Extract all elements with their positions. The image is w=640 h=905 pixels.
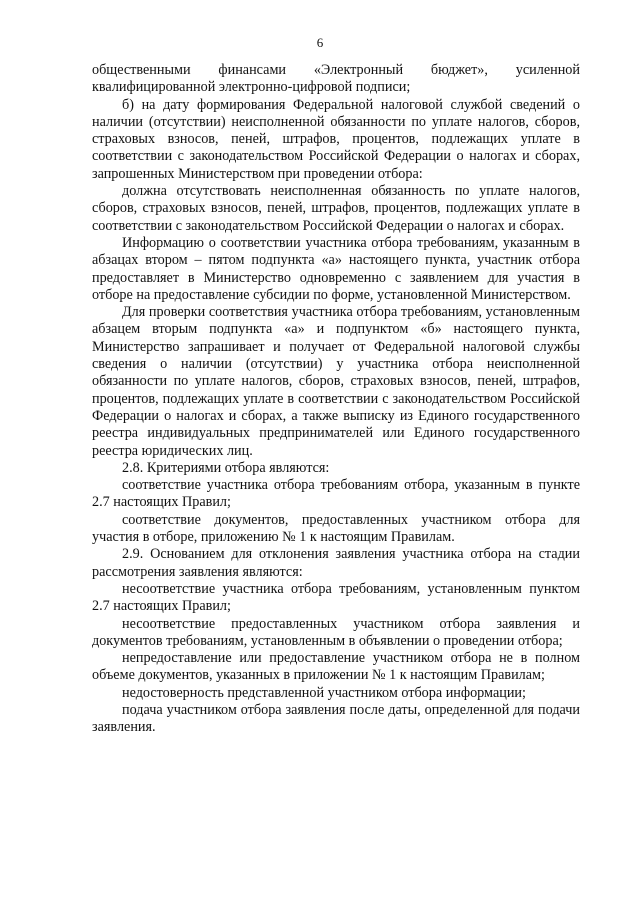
page-number: 6 [316,35,324,50]
paragraph-subitem-b: б) на дату формирования Федеральной налоговой службой сведений о наличии (отсутствии) неисполненной обязанности по уплате налогов, сборов, страховых взносов, пеней, штрафов, процентов, подлежащих уплате в соответствии с законодательством Российской Федерации о налогах и сборах, запрошенных Министерством при проведении отбора: [92,96,580,182]
paragraph-section-2-8: 2.8. Критериями отбора являются: [122,459,330,476]
paragraph-rejection-4: недостоверность представленной участником отбора информации; [122,684,526,701]
paragraph-rejection-5: подача участником отбора заявления после даты, определенной для подачи заявления. [92,701,580,736]
paragraph-criterion-2: соответствие документов, предоставленных участником отбора для участия в отборе, приложению № 1 к настоящим Правилам. [92,511,580,546]
paragraph-section-2-9: 2.9. Основанием для отклонения заявления участника отбора на стадии рассмотрения заявления являются: [92,546,580,580]
paragraph-rejection-3: непредоставление или предоставление участником отбора не в полном объеме документов, указанных в приложении № 1 к настоящим Правилам; [92,650,580,684]
document-body [92,62,580,737]
paragraph-verification: Для проверки соответствия участника отбора требованиям, установленным абзацем вторым подпункта «а» и подпунктом «б» настоящего пункта, Министерство запрашивает и получает от Федеральной налоговой службы сведения о наличии (отсутствии) у участника отбора неисполненной обязанности по уплате налогов, сборов, страховых взносов, пеней, штрафов, процентов, подлежащих уплате в соответствии с законодательством Российской Федерации о налогах и сборах, а также выписку из Единого государственного реестра индивидуальных предпринимателей или Единого государственного реестра юридических лиц. [92,304,580,459]
paragraph-criterion-1: соответствие участника отбора требованиям отбора, указанным в пункте 2.7 настоящих Правил; [92,477,580,511]
paragraph-rejection-2: несоответствие предоставленных участником отбора заявления и документов требованиям, установленным в объявлении о проведении отбора; [92,615,580,649]
paragraph-rejection-1: несоответствие участника отбора требованиям, установленным пунктом 2.7 настоящих Правил; [92,580,580,615]
paragraph-continuation: общественными финансами «Электронный бюджет», усиленной квалифицированной электронно-цифровой подписи; [92,62,580,96]
paragraph-compliance-info: Информацию о соответствии участника отбора требованиям, указанным в абзацах втором – пятом подпункта «а» настоящего пункта, участник отбора предоставляет в Министерство одновременно с заявлением для участия в отборе на предоставление субсидии по форме, установленной Министерством. [92,234,580,303]
paragraph-no-tax-debt: должна отсутствовать неисполненная обязанность по уплате налогов, сборов, страховых взносов, пеней, штрафов, процентов, подлежащих уплате в соответствии с законодательством Российской Федерации о налогах и сборах. [92,183,580,234]
